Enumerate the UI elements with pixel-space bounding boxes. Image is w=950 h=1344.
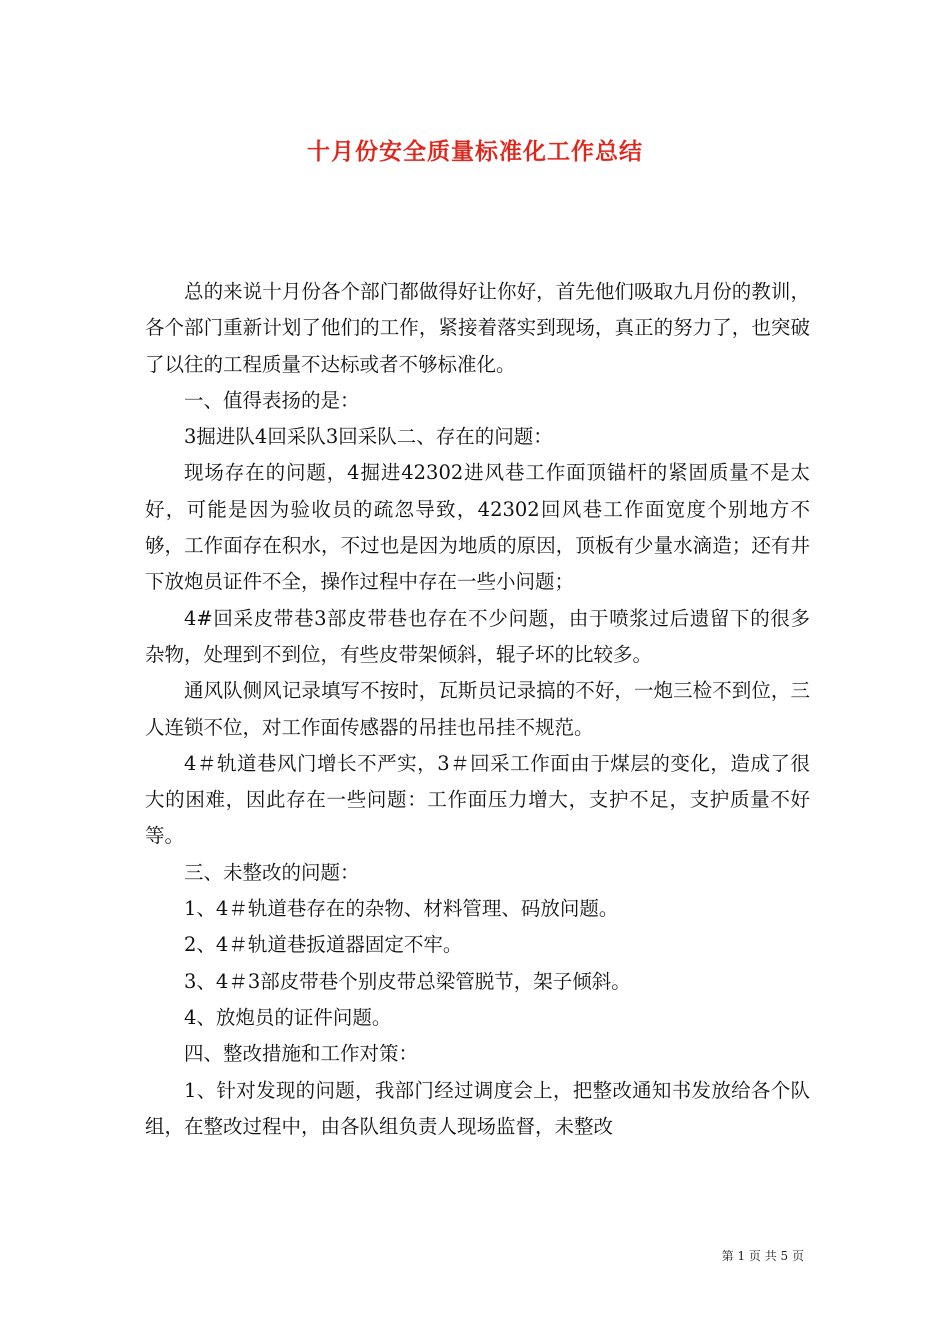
paragraph: 一、值得表扬的是：: [184, 388, 360, 412]
document-title: 十月份安全质量标准化工作总结: [307, 139, 643, 165]
paragraph: 现场存在的问题，4掘进42302进风巷工作面顶锚杆的紧固质量不是太好，可能是因为验收员的疏忽导致，42302回风巷工作面宽度个别地方不够，工作面存在积水，不过也是因为地质的原因，顶板有少量水滴造；还有井下放炮员证件不全，操作过程中存在一些小问题；: [145, 461, 810, 594]
list-item: 3、4＃3部皮带巷个别皮带总梁管脱节，架子倾斜。: [184, 969, 631, 993]
paragraph: 1、针对发现的问题，我部门经过调度会上，把整改通知书发放给各个队组，在整改过程中，由各队组负责人现场监督，未整改: [145, 1078, 810, 1138]
page-number-footer: 第 1 页 共 5 页: [721, 1249, 804, 1263]
paragraph: 4#回采皮带巷3部皮带巷也存在不少问题，由于喷浆过后遗留下的很多杂物，处理到不到位，有些皮带架倾斜，辊子坏的比较多。: [145, 606, 810, 666]
list-item: 2、4＃轨道巷扳道器固定不牢。: [184, 933, 463, 957]
section-heading: 四、整改措施和工作对策：: [184, 1042, 419, 1066]
document-body: [145, 274, 810, 1145]
paragraph: 通风队侧风记录填写不按时，瓦斯员记录搞的不好，一炮三检不到位，三人连锁不位，对工作面传感器的吊挂也吊挂不规范。: [145, 679, 810, 739]
paragraph: 3掘进队4回采队3回采队二、存在的问题：: [184, 425, 553, 449]
paragraph: 4＃轨道巷风门增长不严实，3＃回采工作面由于煤层的变化，造成了很大的困难，因此存在一些问题：工作面压力增大，支护不足，支护质量不好等。: [145, 751, 810, 848]
section-heading: 三、未整改的问题：: [184, 860, 360, 884]
list-item: 1、4＃轨道巷存在的杂物、材料管理、码放问题。: [184, 897, 619, 921]
paragraph: 总的来说十月份各个部门都做得好让你好，首先他们吸取九月份的教训，各个部门重新计划了他们的工作，紧接着落实到现场，真正的努力了，也突破了以往的工程质量不达标或者不够标准化。: [145, 280, 810, 376]
list-item: 4、放炮员的证件问题。: [184, 1005, 392, 1029]
